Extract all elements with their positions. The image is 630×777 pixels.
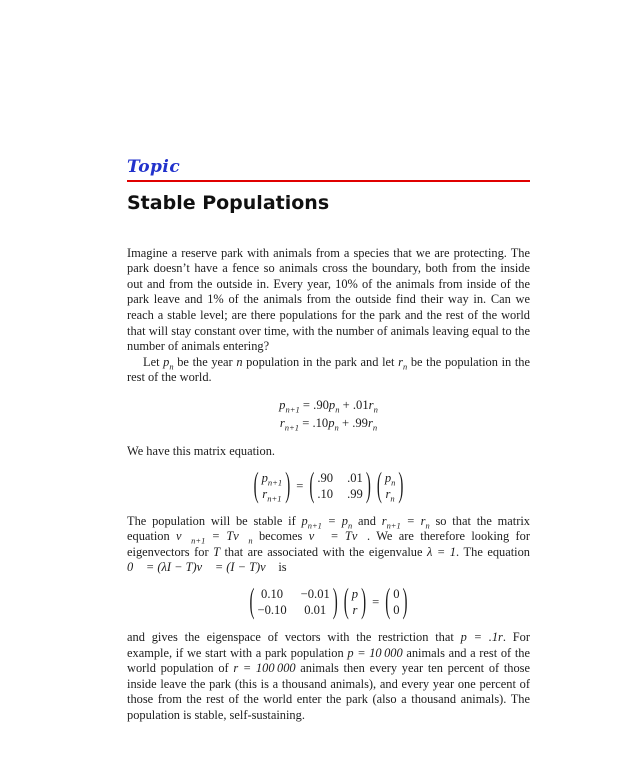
equals-sign: = <box>296 479 304 494</box>
right-paren: ) <box>402 584 408 622</box>
matrix-cell: −0.10 <box>257 603 287 618</box>
matrix-cell: .10 <box>317 487 334 502</box>
matrix-cell: .99 <box>347 487 363 502</box>
equation-recurrence-line2: $r_{n+1} = .10p_n + .99r_n$ <box>279 415 378 433</box>
right-paren: ) <box>365 468 371 505</box>
matrix-cell: 0.10 <box>261 587 284 602</box>
left-paren: ( <box>385 584 391 622</box>
equation-recurrence <box>127 396 530 432</box>
topic-label: Topic <box>127 157 181 177</box>
equals-sign: = <box>372 595 380 610</box>
topic-underline-rule <box>127 180 530 182</box>
page-content <box>127 157 530 723</box>
paragraph-stability: The population will be stable if $p_{n+1} = p_n$ and $r_{n+1} = r_n$ so that the matrix equation $v⃗_{n+1}$ = $Tv⃗_n$ becomes v⃗ = Tv⃗. We are therefore looking for eigenvectors for T that are associated with the eigenvalue λ = 1. The equation 0⃗ = (λI − T)v⃗ = (I − T)v⃗ is <box>127 513 530 575</box>
paragraph-matrix-intro: We have this matrix equation. <box>127 443 275 458</box>
left-paren: ( <box>309 468 315 505</box>
matrix-cell: −0.01 <box>300 587 330 602</box>
zero-vector <box>384 586 408 620</box>
matrix-cell: 0 <box>393 587 400 602</box>
left-paren: ( <box>249 584 255 622</box>
right-paren: ) <box>285 468 291 505</box>
paragraph-conclusion: and gives the eigenspace of vectors with the restriction that p = .1r. For example, if we start with a park population p = 10 000 animals and a rest of the world population of r = 100 000 animals then every year ten percent of those inside leave the park (this is a thousand animals), and every year one percent of those from the rest of the world enter the park (also a thousand animals). The population is stable, self-sustaining. <box>127 629 531 722</box>
eigen-matrix <box>248 586 338 620</box>
vector-next-state <box>253 470 292 504</box>
right-paren: ) <box>332 584 338 622</box>
matrix-cell: r <box>352 603 358 618</box>
paragraph-setup: Let $p_n$ be the year n population in the park and let $r_n$ be the population in the rest of the world. <box>127 354 531 385</box>
equation-eigen-system <box>127 583 530 623</box>
vector-current-state <box>376 470 405 504</box>
paragraph-intro: Imagine a reserve park with animals from a species that we are protecting. The park doesn’t have a fence so animals cross the boundary, both from the inside out and from the outside in. Every year, 10% of the animals from inside of the park leave and 1% of the animals from the outside find their way in. Can we reach a stable level; are there populations for the park and the rest of the world that will stay constant over time, with the number of animals leaving equal to the number of animals entering? <box>127 245 530 354</box>
equation-matrix-transition <box>127 467 530 507</box>
page-title: Stable Populations <box>127 191 330 214</box>
matrix-cell: 0.01 <box>304 603 327 618</box>
matrix-cell: 0 <box>393 603 400 618</box>
matrix-cell: .01 <box>347 471 363 486</box>
matrix-cell: $p_{n+1}$ <box>261 471 283 488</box>
unknown-vector <box>343 586 367 620</box>
left-paren: ( <box>376 468 382 505</box>
matrix-cell: .90 <box>317 471 334 486</box>
left-paren: ( <box>253 468 259 505</box>
matrix-cell: $r_{n+1}$ <box>262 487 282 504</box>
transition-matrix <box>308 470 372 504</box>
right-paren: ) <box>361 584 367 622</box>
matrix-cell: $p_n$ <box>384 471 396 488</box>
equation-recurrence-line1: $p_{n+1} = .90p_n + .01r_n$ <box>279 397 378 415</box>
right-paren: ) <box>398 468 404 505</box>
matrix-cell: p <box>351 587 359 602</box>
matrix-cell: $r_n$ <box>385 487 395 504</box>
left-paren: ( <box>343 584 349 622</box>
